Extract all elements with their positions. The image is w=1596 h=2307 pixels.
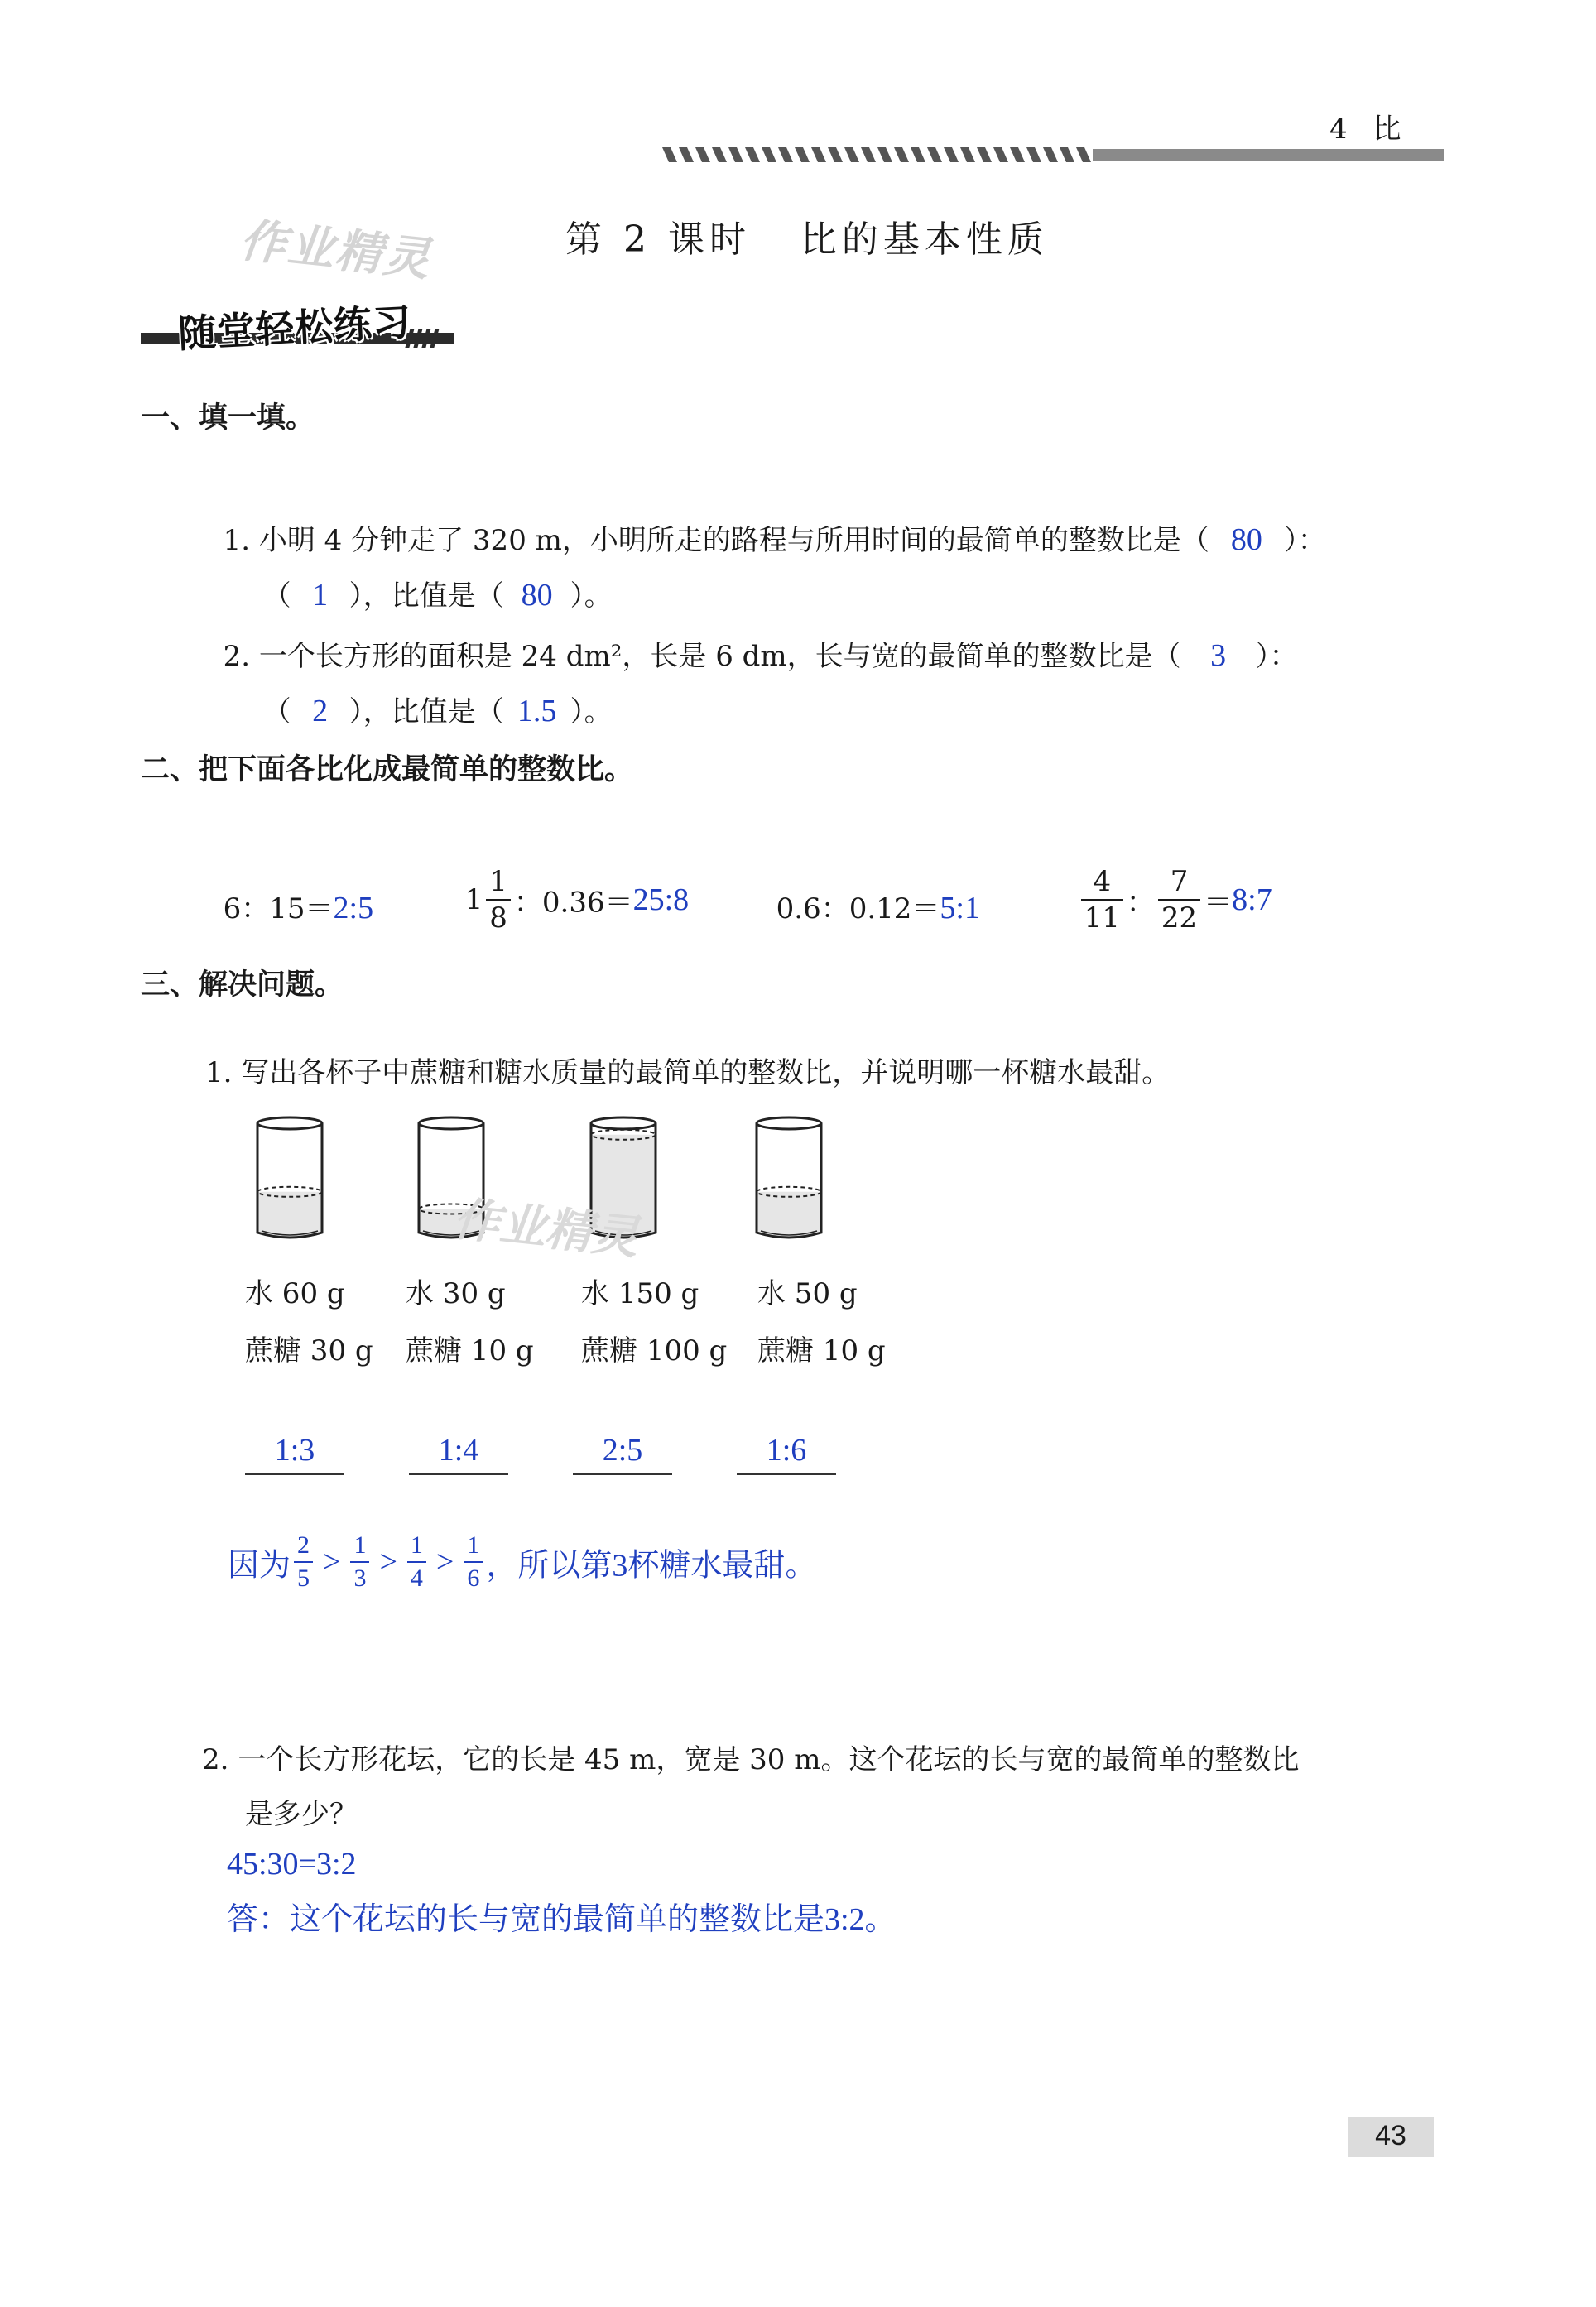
s3-q2-calculation: 45:30=3:2 (227, 1847, 357, 1882)
q1-text-end: ）： (1283, 524, 1326, 557)
q1-answer-a: 80 (1230, 522, 1262, 557)
cup-water-label: 水 150 g (581, 1277, 699, 1310)
q1-answer-b: 1 (312, 578, 329, 613)
section-1-title: 一、填一填。 (141, 401, 315, 435)
ratio-item-1 (205, 853, 373, 926)
mixed-whole: 1 (464, 883, 483, 916)
hatch-stripe (977, 147, 992, 162)
chapter-label: 4 比 (1329, 113, 1410, 146)
ratio-answer: 8:7 (1232, 882, 1272, 917)
q2-text-end: ）： (1255, 640, 1298, 673)
fraction (1081, 865, 1123, 935)
header-decorative-bar (662, 146, 1444, 164)
fraction (407, 1533, 426, 1591)
numerator: 1 (464, 1533, 483, 1563)
q2-line2 (245, 656, 613, 729)
denominator: 5 (297, 1564, 310, 1592)
hatch-stripe (712, 147, 727, 162)
ratio-answer: 25:8 (632, 882, 690, 917)
hatch-stripe (762, 147, 776, 162)
hatch-stripe (662, 147, 677, 162)
hatch-stripe (1010, 147, 1025, 162)
denominator: 3 (353, 1564, 367, 1592)
greater-than: > (323, 1545, 341, 1579)
hatch-stripe (993, 147, 1008, 162)
conclusion-prefix: 因为 (228, 1548, 291, 1584)
q2-answer-b: 2 (312, 694, 329, 728)
q2-end: ）。 (570, 695, 613, 728)
denominator: 8 (489, 901, 507, 935)
hatch-stripe (944, 147, 959, 162)
hatch-stripe (795, 147, 810, 162)
q2-answer-a: 3 (1210, 638, 1227, 673)
q2-answer-c: 1.5 (517, 694, 557, 728)
fraction (350, 1533, 369, 1591)
denominator: 6 (467, 1564, 480, 1592)
hatch-stripe (1060, 147, 1074, 162)
banner-title: 随堂轻松练习 (176, 299, 413, 357)
cup-answer-blank: 1:3 (245, 1432, 344, 1475)
denominator: 11 (1084, 901, 1120, 935)
numerator: 1 (486, 868, 511, 901)
watermark: 作业精灵 (237, 213, 435, 287)
ratio-eq: ＝ (1204, 886, 1233, 920)
greater-than: > (379, 1545, 397, 1579)
section-2-title: 二、把下面各比化成最简单的整数比。 (141, 753, 634, 786)
conclusion-suffix: ，所以第3杯糖水最甜。 (486, 1548, 817, 1584)
numerator: 1 (407, 1533, 426, 1563)
hatch-stripe (679, 147, 694, 162)
denominator: 4 (410, 1564, 423, 1592)
glass-rim (757, 1117, 821, 1129)
ratio-answer: 5:1 (940, 891, 980, 925)
water-fill (757, 1192, 821, 1238)
glass-rim (257, 1117, 322, 1129)
numerator: 1 (350, 1533, 369, 1563)
glass-rim (419, 1117, 483, 1129)
cup-sugar-label: 蔗糖 10 g (757, 1334, 886, 1367)
glass-rim (591, 1117, 656, 1129)
s3-q1-conclusion (212, 1497, 816, 1591)
ratio-expr: ：0.36＝ (513, 886, 633, 920)
hatch-stripe (894, 147, 909, 162)
q1-end: ）。 (570, 579, 613, 613)
hatch-stripe (745, 147, 760, 162)
ratio-item-2 (447, 834, 690, 935)
cup-water-label: 水 60 g (245, 1277, 345, 1310)
q1-mid: ），比值是（ (349, 579, 504, 613)
ratio-answer: 2:5 (333, 891, 374, 925)
q1-open: （ (262, 579, 291, 613)
s3-q2-line2: 是多少？ (245, 1798, 358, 1831)
hatch-stripe (844, 147, 859, 162)
lesson-title: 第 2 课时 比的基本性质 (565, 219, 1049, 261)
q2-mid: ），比值是（ (349, 695, 504, 728)
page-number: 43 (1375, 2120, 1406, 2151)
cup-sugar-label: 蔗糖 30 g (245, 1334, 373, 1367)
cup-sugar-label: 蔗糖 10 g (406, 1334, 534, 1367)
hatch-stripe (960, 147, 975, 162)
denominator: 22 (1161, 901, 1198, 935)
ratio-expr: 0.6：0.12＝ (776, 892, 940, 925)
q1-answer-c: 80 (521, 578, 553, 613)
glass-icon (252, 1113, 327, 1246)
ratio-expr: 6：15＝ (223, 892, 334, 925)
s3-q2-answer: 答：这个花坛的长与宽的最简单的整数比是3:2。 (227, 1902, 897, 1937)
water-fill (257, 1192, 322, 1238)
hatch-stripe (778, 147, 793, 162)
hatch-stripe (811, 147, 826, 162)
hatch-stripe (877, 147, 892, 162)
s3-q2-line1: 2. 一个长方形花坛，它的长是 45 m，宽是 30 m。这个花坛的长与宽的最简单的整数比 (202, 1743, 1300, 1776)
ratio-item-3 (758, 853, 980, 926)
numerator: 7 (1158, 868, 1200, 901)
hatch-stripe (1076, 147, 1091, 162)
numerator: 2 (294, 1533, 313, 1563)
cup-answer-blank: 1:4 (409, 1432, 508, 1475)
numerator: 4 (1081, 868, 1123, 901)
hatch-stripe (828, 147, 843, 162)
cup-answer-blank: 2:5 (573, 1432, 672, 1475)
watermark: 作业精灵 (450, 1191, 642, 1266)
s3-q1-text: 1. 写出各杯子中蔗糖和糖水质量的最简单的整数比，并说明哪一杯糖水最甜。 (205, 1056, 1171, 1089)
hatch-stripe (861, 147, 876, 162)
fraction (1158, 865, 1200, 935)
q2-text: 2. 一个长方形的面积是 24 dm²，长是 6 dm，长与宽的最简单的整数比是（ (223, 640, 1181, 673)
ratio-sep: ： (1126, 886, 1155, 920)
ratio-item-4 (1060, 834, 1272, 935)
glass-icon (752, 1113, 826, 1246)
greater-than: > (435, 1545, 454, 1579)
hatch-stripe (695, 147, 710, 162)
hatch-stripe (1043, 147, 1058, 162)
hatch-stripe (911, 147, 925, 162)
hatch-stripe (927, 147, 942, 162)
q2-open: （ (262, 695, 291, 728)
hatch-stripe (1026, 147, 1041, 162)
hatch-stripe (728, 147, 743, 162)
q1-text: 1. 小明 4 分钟走了 320 m，小明所走的路程与所用时间的最简单的整数比是（ (223, 524, 1209, 557)
cup-answer-blank: 1:6 (737, 1432, 836, 1475)
cup-water-label: 水 50 g (757, 1277, 858, 1310)
fraction (464, 1533, 483, 1591)
fraction (294, 1533, 313, 1591)
fraction (486, 865, 511, 935)
section-3-title: 三、解决问题。 (141, 968, 344, 1002)
cup-sugar-label: 蔗糖 100 g (581, 1334, 728, 1367)
cup-water-label: 水 30 g (406, 1277, 506, 1310)
